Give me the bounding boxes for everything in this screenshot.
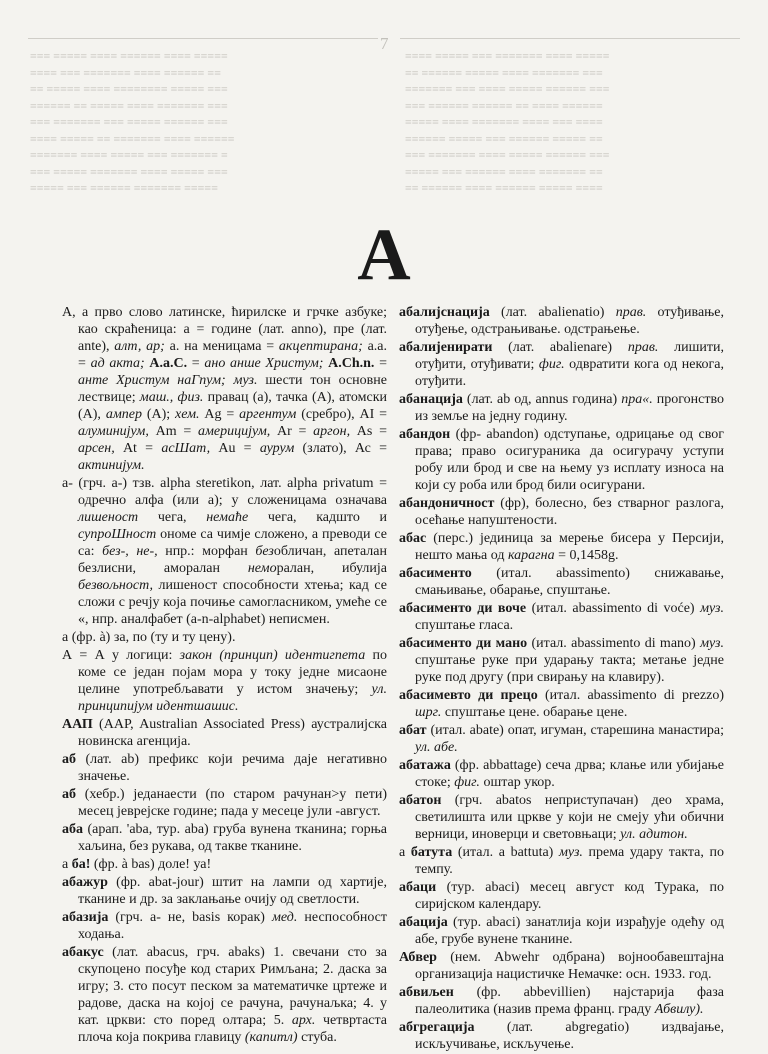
headword: ба! [71,857,91,872]
italic-text: актинијум. [78,458,145,473]
italic-text: аргентум [239,407,297,422]
entry-text: (сребро), AI = [296,407,388,422]
entry-text: (тур. abaci) занатлија који израђује одећу од абе, грубе вунене тканине. [415,915,724,947]
entry-text: Au = [210,441,260,456]
italic-text: фиг. [538,357,565,372]
ghost-column-left: ≡≡≡ ≡≡≡≡≡ ≡≡≡≡ ≡≡≡≡≡≡ ≡≡≡≡ ≡≡≡≡≡ ≡≡≡≡ ≡≡≡ ≡≡≡≡≡≡≡ ≡≡≡≡ ≡≡≡≡≡≡ ≡≡ ≡≡ ≡≡≡≡≡ ≡≡≡≡ ≡≡≡≡≡≡≡≡ ≡≡≡≡≡ ≡≡≡ ≡≡≡≡≡≡ ≡≡ ≡≡≡≡≡ ≡≡≡≡ ≡≡≡≡≡≡≡ ≡≡≡ ≡≡≡ ≡≡≡≡≡≡≡ ≡≡≡ ≡≡≡≡≡ ≡≡≡≡≡≡ ≡≡≡ ≡≡≡≡ ≡≡≡≡≡ ≡≡ ≡≡≡≡≡≡≡ ≡≡≡≡ ≡≡≡≡≡≡ ≡≡≡≡≡≡≡ ≡≡≡≡ ≡≡≡≡≡ ≡≡≡ ≡≡≡≡≡≡≡ ≡ ≡≡≡ ≡≡≡≡≡ ≡≡≡≡≡≡≡ ≡≡≡≡ ≡≡≡≡≡ ≡≡≡ ≡≡≡≡≡ ≡≡≡ ≡≡≡≡≡≡ ≡≡≡≡≡≡≡ ≡≡≡≡≡ [30,49,235,195]
italic-text: карагна [507,548,555,563]
headword: абалијенирати [399,340,493,355]
italic-text: Абвилу). [654,1002,704,1017]
italic-text: арх. [291,1013,316,1028]
entry-text: (фр. abbattage) сеча дрва; клање или убијање стоке; [415,758,724,790]
italic-text: хем. [175,407,200,422]
entry-text: а (фр. à) за, по (ту и ту цену). [62,630,236,645]
italic-text: арсен, [78,441,115,456]
dictionary-entry [399,844,724,878]
dictionary-entry [62,716,387,750]
entry-text: правац (а), тачка (А), атомски (А), [78,390,387,422]
entry-text: чега, [138,510,207,525]
headword: аба [62,822,83,837]
entry-text: (фр. abbevillien) најстарија фаза палеолитика (назив према франц. граду [415,985,724,1017]
entry-text: чега, кадшто и [248,510,388,525]
entry-text: (фр. à bas) доле! уа! [90,857,212,872]
entry-text: (тур. abaci) месец август код Турака, по сиријском календару. [415,880,724,912]
headword: абандон [399,427,451,442]
headword: ААП [62,717,93,732]
left-column [62,304,387,1047]
entry-text: спуштање руке при ударању такта; метање једне руке под другу (при свирању на клавиру). [415,653,724,685]
entry-text: (хебр.) једанаести (по старом рачунан>у пети) месец јеврејске године; пада у месеце јули -август. [76,787,387,819]
italic-text: муз. [558,845,583,860]
headword: абвиљен [399,985,454,1000]
headword: аб [62,787,76,802]
headword: абасименто ди воче [399,601,527,616]
entry-text: нпр.: морфан [157,544,256,559]
headword: абакус [62,945,104,960]
italic-text: немо [247,561,277,576]
dictionary-entry [399,530,724,564]
italic-text: закон (принцип) идентигпета [179,648,366,663]
dictionary-entry [399,914,724,948]
dictionary-entry [62,874,387,908]
entry-text: (перс.) јединица за мерење бисера у Персији, нешто мања од [415,531,724,563]
entry-text: Ar = [270,424,314,439]
entry-text: а [399,845,411,860]
entry-text: прогонство из земље на једну годину. [415,392,724,424]
entry-text: (лат. abalienare) [492,340,628,355]
entry-text: (арап. 'aba, тур. aba) груба вунена тканина; горња хаљина, без рукава, од такве тканине. [78,822,387,854]
ghost-page-number: 7 [380,34,389,53]
italic-text: фиг. [454,775,480,790]
italic-text: анте Христум наГпум; муз. [78,373,258,388]
entry-text: (итал. abassimento di mano) [527,636,701,651]
italic-text: без-, не-, [102,544,158,559]
italic-text: безвољност, [78,578,154,593]
entry-text: спуштање гласа. [415,618,514,633]
dictionary-entry [62,629,387,646]
entry-text: отуђивање, отуђење, одстрањивање. одстрањење. [415,305,724,337]
headword: абасименто [399,566,472,581]
dictionary-entry [62,909,387,943]
headword: абажур [62,875,108,890]
entry-text: одвратити кога од некога, отуђити. [415,357,724,389]
dictionary-entry [399,495,724,529]
dictionary-entry [399,339,724,390]
entry-text: As = [350,424,387,439]
entry-text: (AAP, Australian Associated Press) аустралијска новинска агенција. [78,717,387,749]
entry-text: (фр- abandon) одступање, одрицање од свог права; право осигураника да осигурачу уступи робу или брод и све на њему уз исплату износа на који су роба или брод били осигурани. [415,427,724,493]
dictionary-entry [62,944,387,1046]
italic-text: мед. [271,910,298,925]
italic-text: прав. [615,305,647,320]
entry-text: А = А у логици: [62,648,180,663]
entry-text: (итал. a battuta) [452,845,559,860]
italic-text: маш., физ. [139,390,204,405]
entry-text: (итал. abassimento di voće) [526,601,701,616]
headword: абанација [399,392,463,407]
entry-text: (нем. Abwehr одбрана) војнообавештајна организација нацистичке Немачке: осн. 1933. год. [415,950,724,982]
italic-text: шрг. [415,705,442,720]
section-letter: А [357,214,411,296]
entry-text: (лат. ab) префикс који речима даје негативно значење. [76,752,387,784]
headword: Абвер [399,950,437,965]
entry-text: лишити, отуђити, отуђивати; [415,340,724,372]
entry-text: А, а прво слово латинске, ћирилске и грчке азбуке; као скраћеница: а = године (лат. anno), пре (лат. ante), [62,305,387,354]
italic-text: ад акта; [90,356,145,371]
dictionary-entry [399,304,724,338]
italic-text: немаће [206,510,249,525]
entry-text: а- (грч. а-) тзв. alpha steretikon, лат. alpha privatum = одречно алфа (или а); у сложеницама означава [62,476,387,508]
entry-text: (лат. abalienatio) [489,305,616,320]
entry-text: At = [114,441,162,456]
entry-text: (А); [141,407,176,422]
dictionary-entry [62,786,387,820]
headword: абатон [399,793,442,808]
italic-text: америцијум, [197,424,271,439]
italic-text: акцептирана; [278,339,363,354]
dictionary-entry [399,391,724,425]
dictionary-entry [399,757,724,791]
italic-text: алуминијум, [78,424,149,439]
dictionary-entry [399,635,724,686]
dictionary-entry [62,751,387,785]
entry-text: спуштање цене. обарање цене. [441,705,628,720]
headword: абатажа [399,758,451,773]
entry-text: (итал. abassimento) снижавање, смањивање, обарање, спуштање. [415,566,724,598]
headword: абат [399,723,427,738]
entry-text: а [62,857,72,872]
italic-text: прав. [627,340,659,355]
italic-text: аргон, [313,424,351,439]
entry-text: по коме се један појам мора у току једне мисаоне целине употребљавати у истом значењу; [78,648,387,697]
entry-text: обличан, апеталан безлисни, аморалан [78,544,388,576]
italic-text: асШат, [161,441,211,456]
dictionary-entry [399,722,724,756]
italic-text: алт, ар; [114,339,165,354]
headword: абација [399,915,448,930]
ghost-header-rule-right [400,38,740,39]
entry-text: = [374,356,387,371]
dictionary-entry [62,856,387,873]
headword: абас [399,531,427,546]
italic-text: ано анше Христум; [204,356,324,371]
headword: абгрегација [399,1020,475,1035]
entry-text: оштар укор. [479,775,555,790]
dictionary-entry [399,687,724,721]
entry-text: (итал. abassimento di prezzo) [537,688,724,703]
dictionary-entry [62,304,387,474]
entry-text: (грч. abatos неприступачан) део храма, светилишта или цркве у који не смеју ући обични верници, иноверци и световњаци; [415,793,724,842]
italic-text: пра«. [621,392,653,407]
headword: абасименто ди мано [399,636,528,651]
entry-text: = [187,356,205,371]
headword: абазија [62,910,109,925]
italic-text: лишеност [78,510,139,525]
entry-text: = 0,1458g. [554,548,619,563]
entry-text: четвртаста плоча која покрива главицу [78,1013,387,1045]
dictionary-entry [399,984,724,1018]
entry-text: према удару такта, по темпу. [415,845,724,877]
headword: абасимевто ди прецо [399,688,538,703]
italic-text: ул. адитон. [620,827,688,842]
italic-text: супроШност [78,527,157,542]
entry-text: а.а. = [78,339,387,371]
dictionary-entry [399,949,724,983]
dictionary-entry [399,792,724,843]
entry-text: (грч. а- не, basis корак) [108,910,272,925]
right-column [399,304,724,1054]
italic-text: ампер [105,407,142,422]
dictionary-entry [399,565,724,599]
dictionary-entry [62,475,387,628]
headword: абаци [399,880,437,895]
headword: абалијснација [399,305,490,320]
italic-text: аурум [259,441,295,456]
ghost-column-right: ≡≡≡≡ ≡≡≡≡≡ ≡≡≡ ≡≡≡≡≡≡≡ ≡≡≡≡ ≡≡≡≡≡ ≡≡ ≡≡≡≡≡≡ ≡≡≡≡≡ ≡≡≡≡ ≡≡≡≡≡≡≡ ≡≡≡ ≡≡≡≡≡≡≡ ≡≡≡ ≡≡≡≡ ≡≡≡≡≡ ≡≡≡≡≡≡ ≡≡≡ ≡≡≡ ≡≡≡≡≡≡ ≡≡≡≡≡≡ ≡≡ ≡≡≡≡ ≡≡≡≡≡≡ ≡≡≡≡≡ ≡≡≡≡ ≡≡≡≡≡≡≡ ≡≡≡≡ ≡≡≡ ≡≡≡≡ ≡≡≡≡≡≡ ≡≡≡≡≡ ≡≡≡ ≡≡≡≡≡≡ ≡≡≡≡≡ ≡≡ ≡≡≡ ≡≡≡≡≡≡≡ ≡≡≡≡ ≡≡≡≡≡ ≡≡≡≡≡≡ ≡≡≡ ≡≡≡≡≡ ≡≡≡ ≡≡≡≡≡≡ ≡≡≡≡ ≡≡≡≡≡≡≡ ≡≡ ≡≡ ≡≡≡≡≡≡ ≡≡≡≡ ≡≡≡≡≡≡ ≡≡≡≡≡ ≡≡≡≡ [405,49,610,195]
headword: аб [62,752,76,767]
dictionary-entry [62,647,387,715]
italic-text: ул. принципијум идентшашис. [78,682,387,714]
entry-text: Ag = [199,407,240,422]
entry-text: (итал. abate) опат, игуман, старешина манастира; [426,723,724,738]
italic-text: (капитл) [244,1030,298,1045]
entry-text: (лат. abgregatio) издвајање, искључивање, искључење. [415,1020,724,1052]
entry-text: а. на меницама = [164,339,279,354]
italic-text: муз. [700,636,724,651]
italic-text: ул. абе. [415,740,458,755]
entry-text: ралан, ибулија [276,561,387,576]
entry-text: (лат. ab од, annus година) [462,392,622,407]
entry-text: ономе са чимје сложено, а преводи се са: [78,527,387,559]
entry-text: (лат. abacus, грч. abaks) 1. свечани сто за скупоцено посуђе код старих Римљана; 2. даска за игру; 3. сто посут песком за математичке цртеже и радове, даска на којој се рачуна, рачунаљка; 4. у кат. цркви: сто поред олтара; 5. [78,945,387,1028]
headword: A.a.C. [149,356,188,371]
dictionary-entry [399,879,724,913]
entry-text: лишеност способности хтења; кад се сложи с речју која почиње самогласником, умеће се «, нпр. аналфабет (а-n-alphabet) неписмен. [78,578,387,627]
entry-text: (злато), Ас = [294,441,387,456]
dictionary-entry [62,821,387,855]
headword: абандоничност [399,496,495,511]
italic-text: без [255,544,274,559]
entry-text: неспособност ходања. [78,910,388,942]
headword: батута [410,845,453,860]
headword: A.Ch.n. [328,356,375,371]
dictionary-entry [399,1019,724,1053]
dictionary-entry [399,600,724,634]
ghost-header-rule-left [28,38,378,39]
dictionary-entry [399,426,724,494]
entry-text: (фр. abat-jour) штит на лампи од хартије, тканине и др. за заклањање очију од светлости. [78,875,387,907]
entry-text: шести тон основне лествице; [78,373,387,405]
italic-text: муз. [700,601,724,616]
show-through-reverse-page [0,0,768,205]
entry-text: стуба. [297,1030,337,1045]
entry-text: (фр), болесно, без стварног разлога, осећање напуштености. [415,496,724,528]
entry-text: Am = [148,424,198,439]
